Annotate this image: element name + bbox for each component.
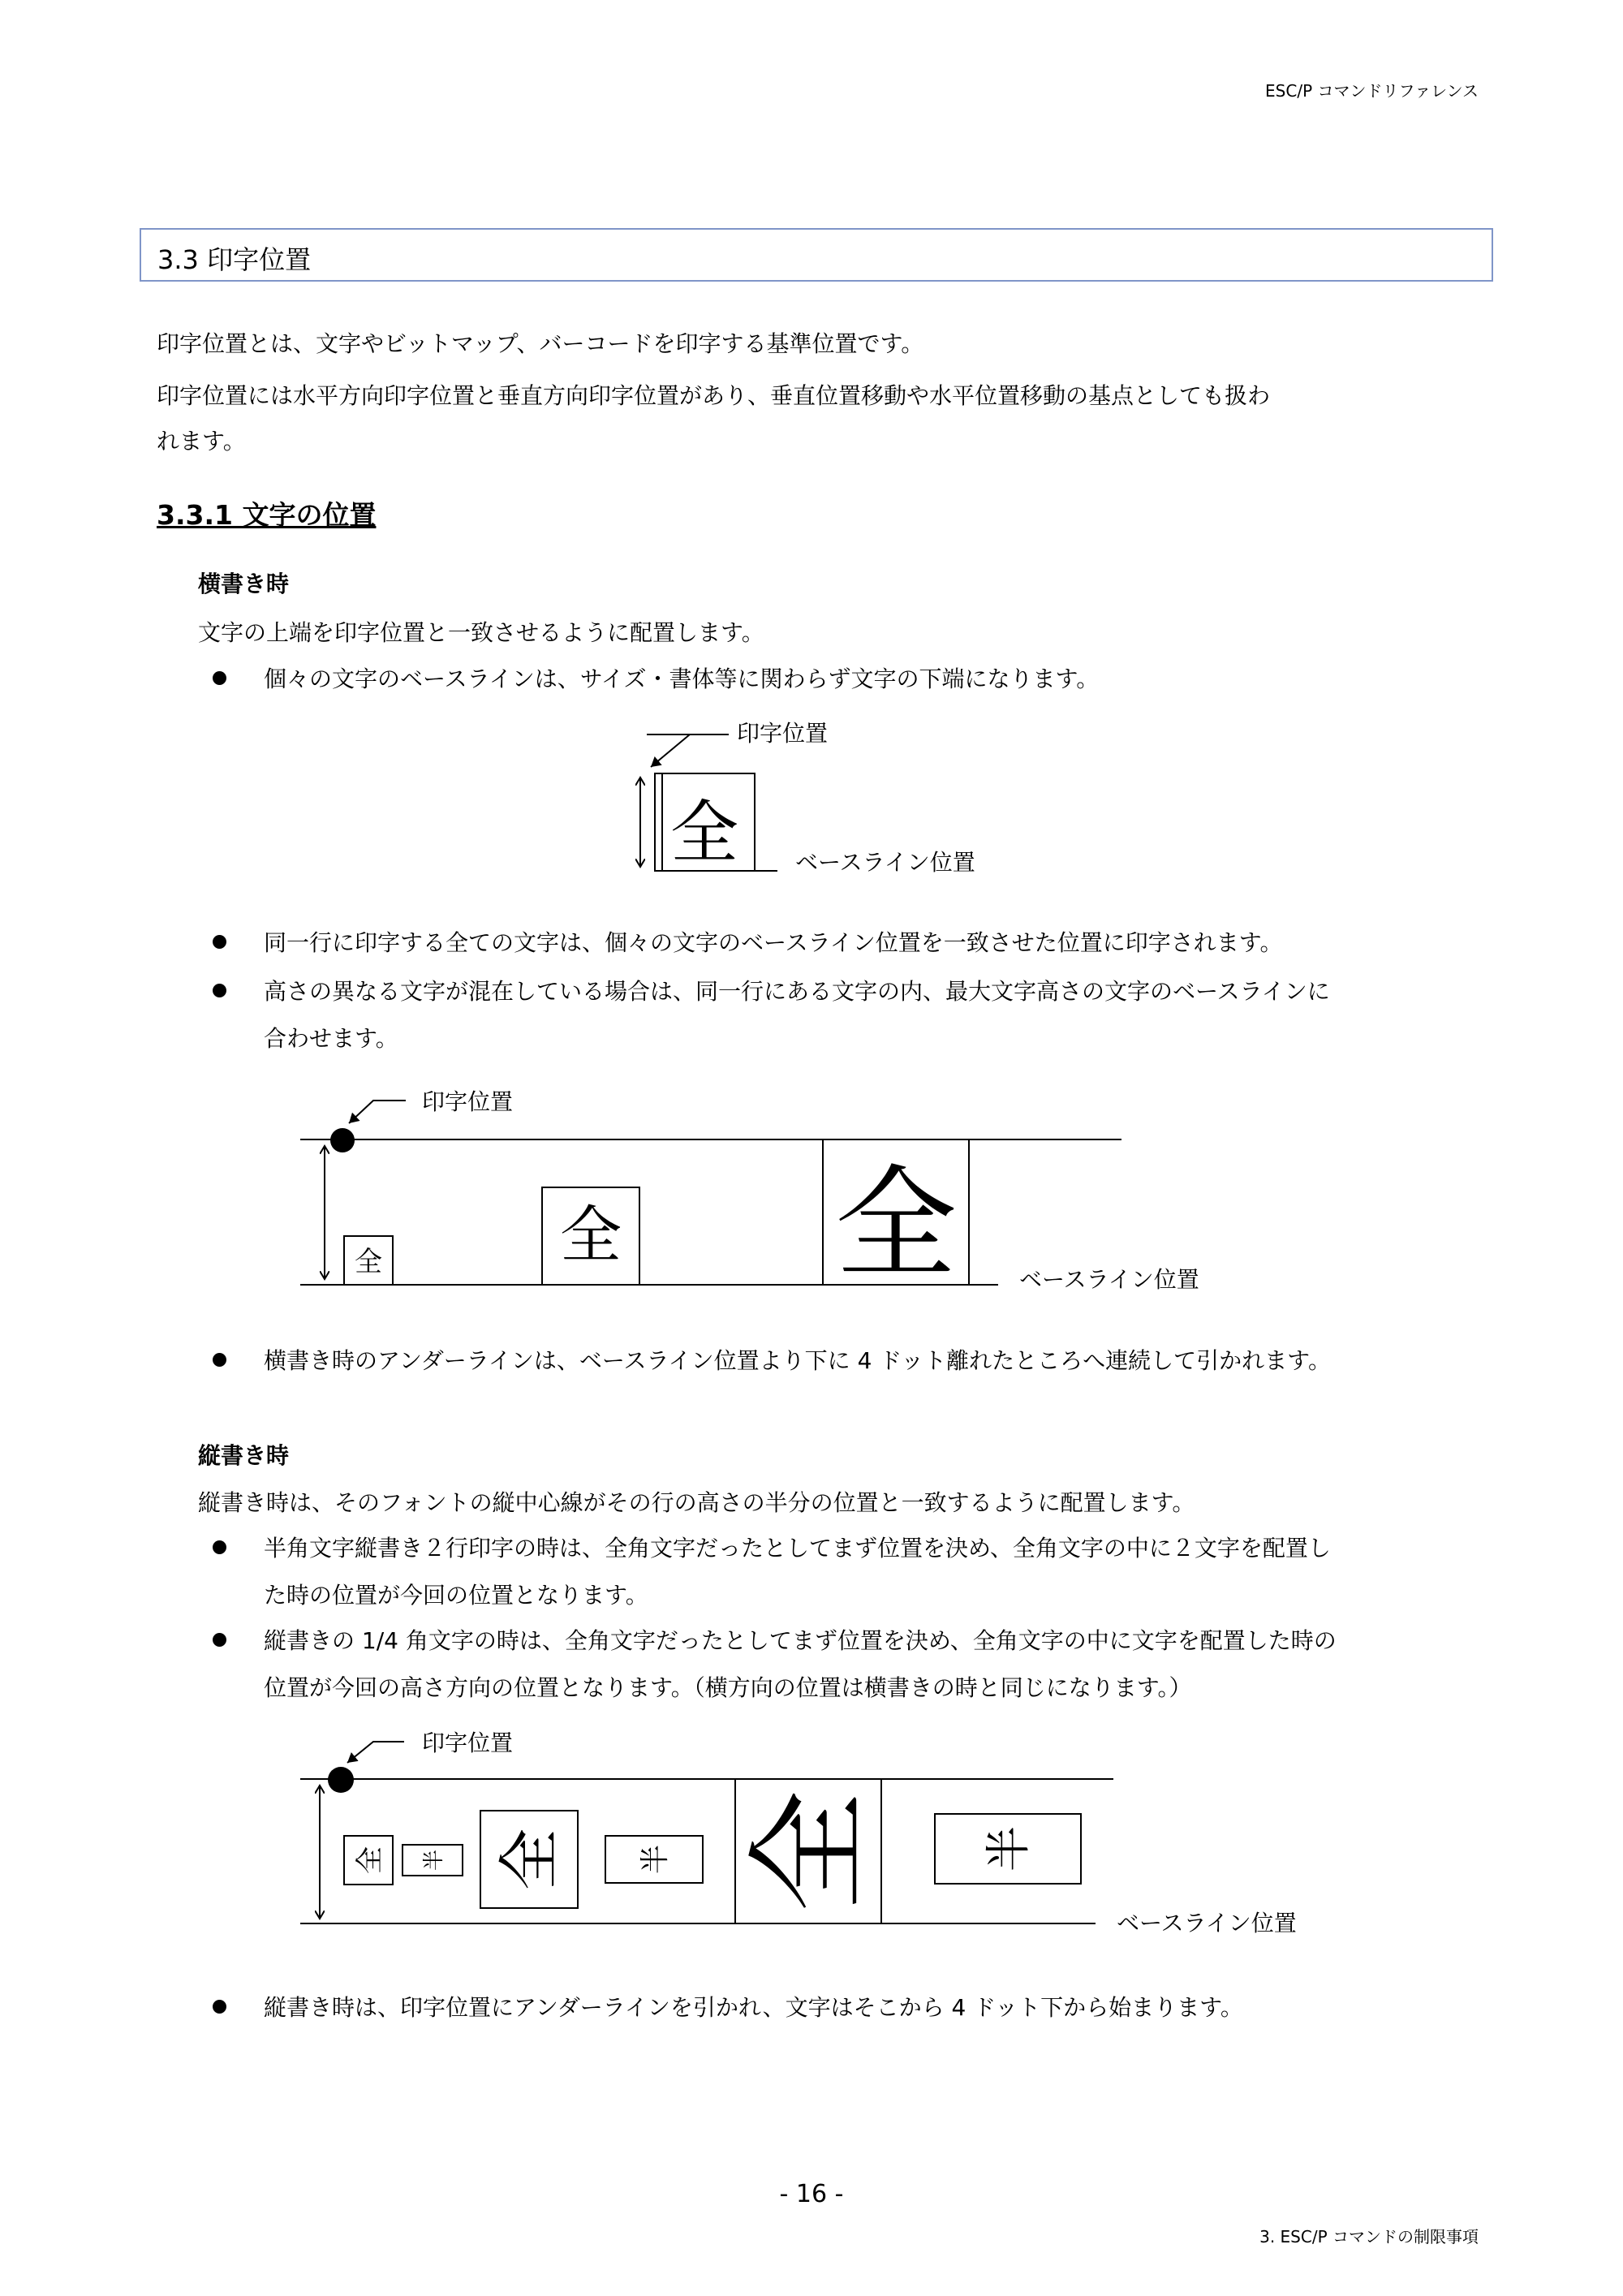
print-position-dot [328, 1767, 354, 1793]
bullet-dot [213, 2000, 226, 2014]
full-char: 全 [669, 793, 739, 872]
page-number: - 16 - [779, 2180, 844, 2208]
vertical-heading: 縦書き時 [198, 1442, 290, 1469]
quarter-full-char: 全 [354, 1846, 386, 1874]
bullet-dot [213, 1540, 226, 1554]
intro-line-3: れます。 [157, 428, 246, 454]
quarter-half-char: 半 [422, 1849, 446, 1872]
pointer-arrow [651, 734, 727, 767]
document-header: ESC/P コマンドリファレンス [1265, 81, 1479, 101]
medium-full-char: 全 [493, 1829, 566, 1890]
horizontal-bullet-2: 同一行に印字する全ての文字は、個々の文字のベースライン位置を一致させた位置に印字されます。 [264, 929, 1283, 956]
large-full-char: 全 [739, 1790, 880, 1913]
section-title: 3.3 印字位置 [157, 244, 312, 275]
subsection-title: 3.3.1 文字の位置 [157, 499, 377, 531]
bullet-dot [213, 935, 226, 949]
diagram-single-char [601, 714, 1022, 885]
horizontal-bullet-4: 横書き時のアンダーラインは、ベースライン位置より下に 4 ドット離れたところへ連続して引かれます。 [264, 1347, 1331, 1374]
pointer-arrow [347, 1742, 404, 1763]
print-position-label: 印字位置 [422, 1088, 514, 1115]
bullet-dot [213, 1633, 226, 1647]
intro-line-2: 印字位置には水平方向印字位置と垂直方向印字位置があり、垂直位置移動や水平位置移動の基点としても扱わ [157, 382, 1271, 409]
large-full-char: 全 [834, 1154, 958, 1295]
baseline-label: ベースライン位置 [795, 849, 975, 876]
vertical-bullet-2-line-1: 縦書きの 1/4 角文字の時は、全角文字だったとしてまず位置を決め、全角文字の中に文字を配置した時の [264, 1627, 1337, 1654]
diagram-vertical-writing [292, 1711, 1331, 1954]
bullet-dot [213, 671, 226, 685]
pointer-arrow [349, 1101, 406, 1123]
vertical-text: 縦書き時は、そのフォントの縦中心線がその行の高さの半分の位置と一致するように配置します。 [198, 1489, 1195, 1516]
section-heading-box [140, 228, 1493, 282]
baseline-label: ベースライン位置 [1019, 1266, 1199, 1293]
medium-full-char: 全 [560, 1199, 622, 1271]
intro-line-1: 印字位置とは、文字やビットマップ、バーコードを印字する基準位置です。 [157, 330, 924, 357]
large-half-char: 半 [983, 1826, 1035, 1872]
horizontal-bullet-1: 個々の文字のベースラインは、サイズ・書体等に関わらず文字の下端になります。 [264, 666, 1100, 692]
bullet-dot [213, 1353, 226, 1367]
print-position-label: 印字位置 [737, 720, 829, 747]
baseline-label: ベースライン位置 [1117, 1910, 1297, 1936]
vertical-bullet-1-line-2: た時の位置が今回の位置となります。 [264, 1582, 648, 1609]
diagram-mixed-heights [292, 1071, 1298, 1315]
print-position-label: 印字位置 [422, 1730, 514, 1756]
horizontal-bullet-3-line-2: 合わせます。 [264, 1025, 398, 1052]
print-position-dot [330, 1128, 355, 1152]
horizontal-bullet-3-line-1: 高さの異なる文字が混在している場合は、同一行にある文字の内、最大文字高さの文字のベースラインに [264, 978, 1330, 1005]
horizontal-text: 文字の上端を印字位置と一致させるように配置します。 [198, 619, 764, 646]
medium-half-char: 半 [639, 1844, 672, 1875]
vertical-bullet-2-line-2: 位置が今回の高さ方向の位置となります。（横方向の位置は横書きの時と同じになります。） [264, 1674, 1192, 1701]
vertical-bullet-1-line-1: 半角文字縦書き２行印字の時は、全角文字だったとしてまず位置を決め、全角文字の中に２文字を配置し [264, 1535, 1331, 1562]
vertical-bullet-3: 縦書き時は、印字位置にアンダーラインを引かれ、文字はそこから 4 ドット下から始まります。 [264, 1994, 1243, 2021]
document-footer: 3. ESC/P コマンドの制限事項 [1259, 2227, 1479, 2246]
small-full-char: 全 [355, 1246, 382, 1278]
bullet-dot [213, 984, 226, 997]
horizontal-heading: 横書き時 [198, 571, 290, 597]
